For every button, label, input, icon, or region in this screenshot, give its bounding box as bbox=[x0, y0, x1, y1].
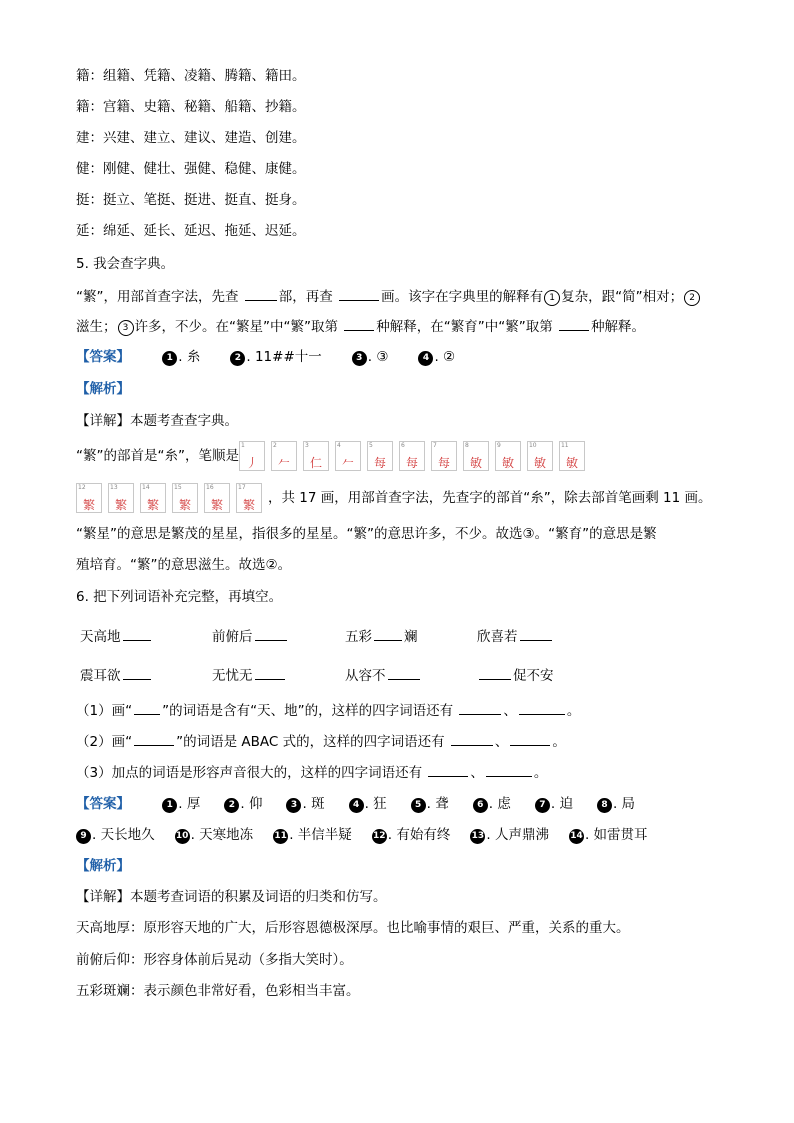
word-line: 籍：宫籍、史籍、秘籍、船籍、抄籍。 bbox=[76, 99, 306, 115]
word-line: 延：绵延、延长、延迟、拖延、迟延。 bbox=[76, 223, 306, 239]
answer-number-badge: 7 bbox=[535, 798, 550, 813]
analysis-tag: 【解析】 bbox=[76, 381, 130, 397]
answer-text: . 迫 bbox=[550, 796, 573, 812]
answer-text: . 如雷贯耳 bbox=[584, 827, 648, 843]
answer-item bbox=[473, 795, 511, 813]
explanation-line: 天高地厚：原形容天地的广大，后形容恩德极深厚。也比喻事情的艰巨、严重，关系的重大。 bbox=[76, 920, 630, 936]
explanation-line: 殖培育。“繁”的意思滋生。故选②。 bbox=[76, 557, 292, 573]
answer-text: . 厚 bbox=[178, 796, 201, 812]
circled-number: 2 bbox=[684, 290, 700, 306]
answer-number-badge: 9 bbox=[76, 829, 91, 844]
answer-text: . 天长地久 bbox=[92, 827, 155, 843]
stroke-order-cell: 3 仁 bbox=[303, 441, 329, 471]
answer-text: . 天寒地冻 bbox=[190, 827, 254, 843]
explanation-line: 五彩斑斓：表示颜色非常好看，色彩相当丰富。 bbox=[76, 983, 360, 999]
answer-item bbox=[597, 795, 635, 813]
answer-number-badge: 10 bbox=[175, 829, 190, 844]
answer-number-badge: 1 bbox=[162, 798, 177, 813]
stroke-order-cell: 13 繁 bbox=[108, 483, 134, 513]
answer-number-badge: 2 bbox=[224, 798, 239, 813]
sub-question-3: （3）加点的词语是形容声音很大的，这样的四字词语还有 、 。 bbox=[76, 765, 548, 781]
answer-item bbox=[352, 348, 389, 366]
answer-item bbox=[411, 795, 449, 813]
word-line: 籍：组籍、凭籍、凌籍、腾籍、籍田。 bbox=[76, 68, 306, 84]
question-5-paragraph-2: 滋生； 3 许多，不少。在“繁星”中“繁”取第 种解释，在“繁育”中“繁”取第 种解释。 bbox=[76, 319, 646, 335]
answer-text: . 虑 bbox=[488, 796, 511, 812]
answer-number-badge: 1 bbox=[162, 351, 177, 366]
answer-number-badge: 8 bbox=[597, 798, 612, 813]
answer-text: . 糸 bbox=[178, 349, 201, 365]
stroke-order-cell: 11 敏 bbox=[559, 441, 585, 471]
answer-number-badge: 14 bbox=[569, 829, 584, 844]
answer-tag: 【答案】 bbox=[76, 796, 130, 812]
answer-text: . 狂 bbox=[364, 796, 387, 812]
answer-item bbox=[175, 826, 254, 844]
answer-item bbox=[569, 826, 648, 844]
answer-item bbox=[230, 348, 321, 366]
stroke-order-cell: 16 繁 bbox=[204, 483, 230, 513]
answer-list bbox=[76, 827, 668, 843]
answer-row bbox=[76, 795, 659, 813]
stroke-order-row-1: “繁”的部首是“糸”，笔顺是 1 丿 2 𠂉 3 仁 4 𠂉 5 每 6 每 7 每 8 敏 9 敏 10 敏 11 敏 bbox=[76, 441, 591, 471]
detail-line: 【详解】本题考查查字典。 bbox=[76, 413, 238, 429]
word-line: 挺：挺立、笔挺、挺进、挺直、挺身。 bbox=[76, 192, 306, 208]
answer-number-badge: 3 bbox=[286, 798, 301, 813]
answer-number-badge: 3 bbox=[352, 351, 367, 366]
answer-number-badge: 12 bbox=[372, 829, 387, 844]
answer-item bbox=[470, 826, 549, 844]
stroke-order-cell: 9 敏 bbox=[495, 441, 521, 471]
answer-text: . 半信半疑 bbox=[289, 827, 352, 843]
answer-list bbox=[162, 349, 485, 365]
answer-text: . 11##十一 bbox=[246, 349, 322, 365]
answer-number-badge: 11 bbox=[273, 829, 288, 844]
blank bbox=[559, 317, 589, 331]
stroke-order-cell: 17 繁 bbox=[236, 483, 262, 513]
answer-text: . 斑 bbox=[302, 796, 325, 812]
answer-text: . 有始有终 bbox=[387, 827, 451, 843]
answer-text: . 仰 bbox=[240, 796, 263, 812]
circled-number: 3 bbox=[118, 320, 134, 336]
explanation-line: 前俯后仰：形容身体前后晃动（多指大笑时）。 bbox=[76, 952, 353, 968]
question-5-title: 5. 我会查字典。 bbox=[76, 256, 175, 272]
answer-number-badge: 5 bbox=[411, 798, 426, 813]
stroke-order-cell: 7 每 bbox=[431, 441, 457, 471]
blank bbox=[344, 317, 374, 331]
stroke-order-cells bbox=[76, 484, 268, 512]
circled-number: 1 bbox=[544, 290, 560, 306]
answer-tag: 【答案】 bbox=[76, 349, 130, 365]
blank bbox=[245, 287, 277, 301]
answer-number-badge: 4 bbox=[349, 798, 364, 813]
stroke-order-cell: 4 𠂉 bbox=[335, 441, 361, 471]
stroke-order-cell: 1 丿 bbox=[239, 441, 265, 471]
answer-text: . 局 bbox=[612, 796, 636, 812]
stroke-order-cell: 6 每 bbox=[399, 441, 425, 471]
detail-line: 【详解】本题考查词语的积累及词语的归类和仿写。 bbox=[76, 889, 387, 905]
stroke-order-cell: 10 敏 bbox=[527, 441, 553, 471]
answer-text: . ③ bbox=[367, 349, 389, 365]
answer-item bbox=[224, 795, 262, 813]
answer-item bbox=[372, 826, 451, 844]
answer-item bbox=[273, 826, 352, 844]
answer-item bbox=[535, 795, 573, 813]
sub-question-1: （1）画“ ”的词语是含有“天、地”的，这样的四字词语还有 、 。 bbox=[76, 703, 581, 719]
answer-text: . 人声鼎沸 bbox=[486, 827, 549, 843]
answer-row bbox=[76, 348, 485, 366]
answer-number-badge: 2 bbox=[230, 351, 245, 366]
blank bbox=[339, 287, 379, 301]
answer-item bbox=[76, 826, 155, 844]
answer-list bbox=[162, 796, 659, 812]
stroke-order-cell: 12 繁 bbox=[76, 483, 102, 513]
answer-row-2 bbox=[76, 826, 668, 844]
question-6-title: 6. 把下列词语补充完整，再填空。 bbox=[76, 589, 283, 605]
stroke-order-row-2: 12 繁 13 繁 14 繁 15 繁 16 繁 17 繁 ，共 17 画，用部首查字法，先查字的部首“糸”，除去部首笔画剩 11 画。 bbox=[78, 484, 712, 512]
word-fill-row-2: 震耳欲 无忧无 从容不 促不安 bbox=[80, 668, 554, 684]
answer-number-badge: 13 bbox=[470, 829, 485, 844]
analysis-tag: 【解析】 bbox=[76, 858, 130, 874]
answer-item bbox=[286, 795, 324, 813]
stroke-order-cell: 14 繁 bbox=[140, 483, 166, 513]
answer-item bbox=[349, 795, 387, 813]
question-5-paragraph-1: “繁”，用部首查字法，先查 部，再查 画。该字在字典里的解释有 1 复杂，跟“简”相对； 2 bbox=[76, 287, 701, 306]
answer-item bbox=[418, 348, 455, 366]
answer-item bbox=[162, 795, 200, 813]
stroke-order-cell: 8 敏 bbox=[463, 441, 489, 471]
word-fill-row-1: 天高地 前俯后 五彩 斓 欣喜若 bbox=[80, 625, 680, 645]
answer-number-badge: 6 bbox=[473, 798, 488, 813]
answer-text: . ② bbox=[434, 349, 456, 365]
word-line: 健：刚健、健壮、强健、稳健、康健。 bbox=[76, 161, 306, 177]
stroke-order-cell: 5 每 bbox=[367, 441, 393, 471]
stroke-order-cell: 15 繁 bbox=[172, 483, 198, 513]
word-line: 建：兴建、建立、建议、建造、创建。 bbox=[76, 130, 306, 146]
explanation-line: “繁星”的意思是繁茂的星星，指很多的星星。“繁”的意思许多，不少。故选③。“繁育”的意思是繁 bbox=[76, 526, 657, 542]
answer-item bbox=[162, 348, 200, 366]
stroke-order-cell: 2 𠂉 bbox=[271, 441, 297, 471]
answer-text: . 聋 bbox=[426, 796, 449, 812]
sub-question-2: （2）画“ ”的词语是 ABAC 式的，这样的四字词语还有 、 。 bbox=[76, 734, 566, 750]
answer-number-badge: 4 bbox=[418, 351, 433, 366]
